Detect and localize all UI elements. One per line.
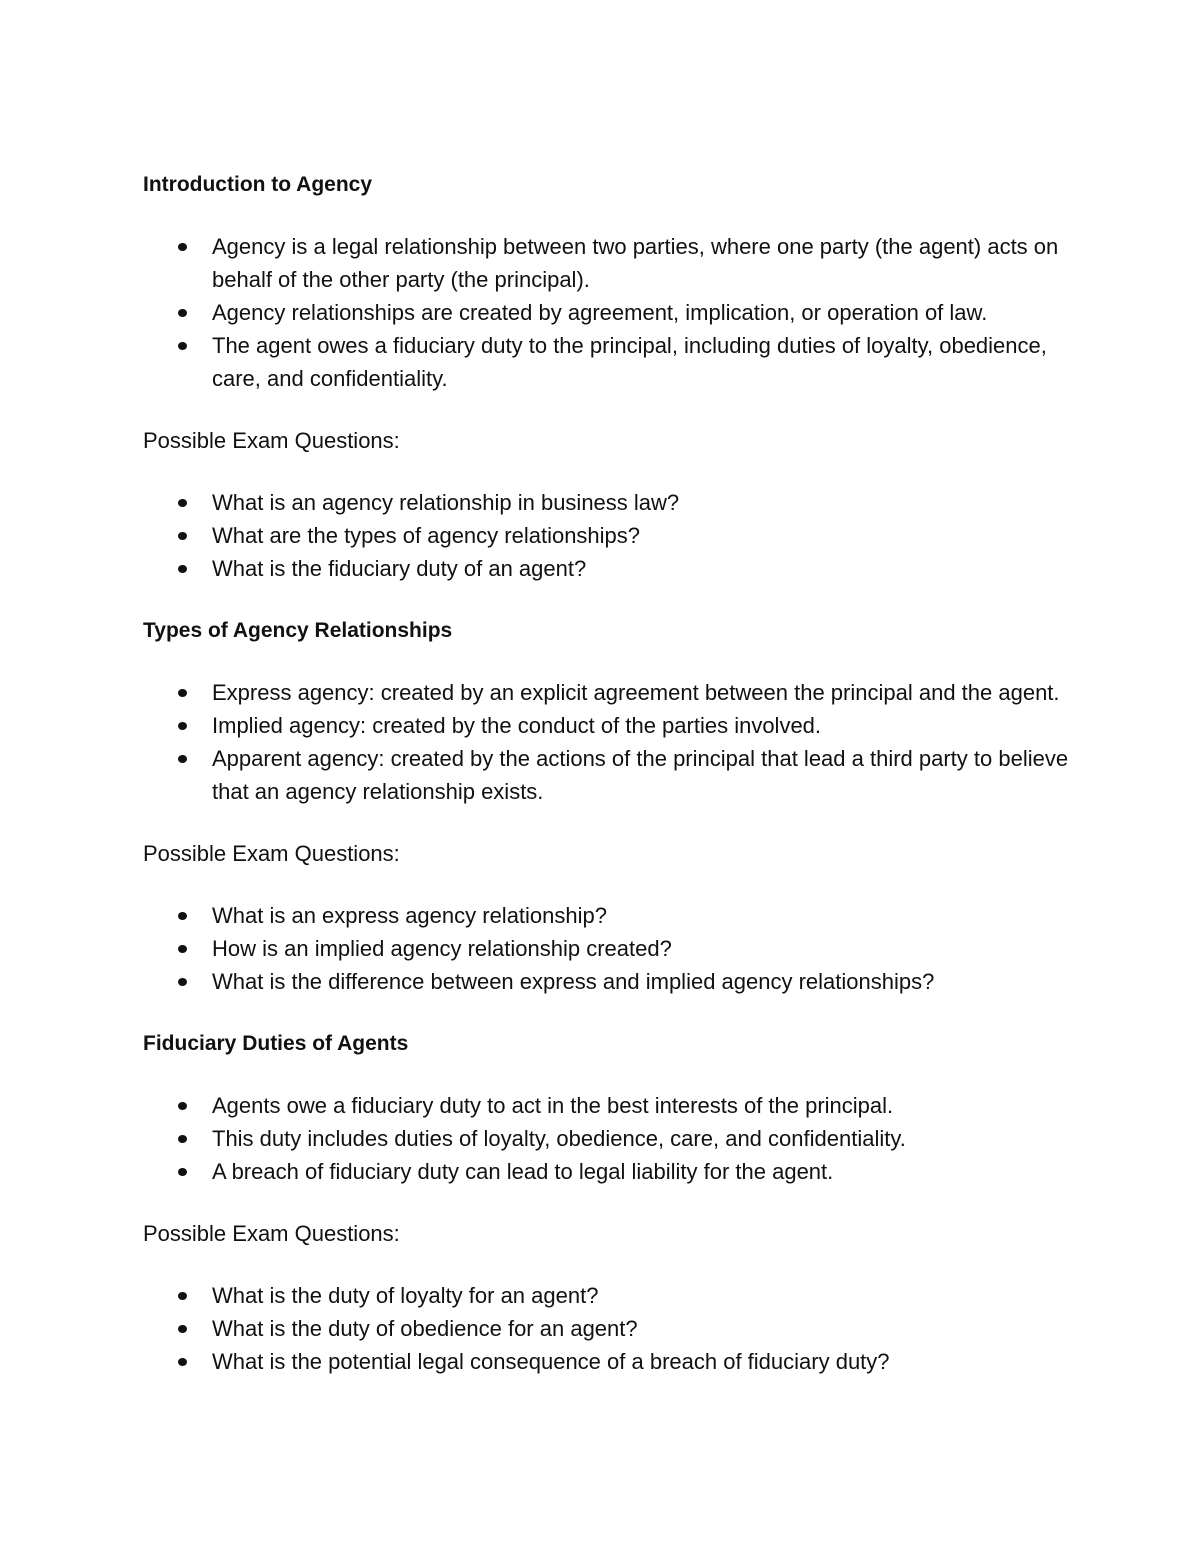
section-types-of-agency-relationships [143,614,1073,1027]
list-item: A breach of fiduciary duty can lead to legal liability for the agent. [143,1155,1073,1188]
list-item: What is the potential legal consequence of a breach of fiduciary duty? [143,1345,1073,1378]
bullet-icon [178,1102,187,1110]
list-item: What is the fiduciary duty of an agent? [143,552,1073,585]
list-item: Express agency: created by an explicit agreement between the principal and the agent. [143,676,1073,709]
bullet-icon [178,532,187,540]
bullet-icon [178,689,187,697]
key-points-list [143,1089,1073,1188]
list-item: What is the duty of obedience for an agent? [143,1312,1073,1345]
bullet-icon [178,945,187,953]
list-item: Apparent agency: created by the actions of the principal that lead a third party to believe that an agency relationship exists. [143,742,1073,808]
list-item: The agent owes a fiduciary duty to the principal, including duties of loyalty, obedience, care, and confidentiality. [143,329,1073,395]
bullet-icon [178,1168,187,1176]
bullet-icon [178,243,187,251]
section-heading: Introduction to Agency [143,173,373,196]
exam-questions-label: Possible Exam Questions: [143,1221,400,1246]
bullet-icon [178,499,187,507]
exam-questions-label: Possible Exam Questions: [143,428,400,453]
list-item: What is an express agency relationship? [143,899,1073,932]
exam-questions-label: Possible Exam Questions: [143,841,400,866]
list-item: How is an implied agency relationship created? [143,932,1073,965]
bullet-icon [178,722,187,730]
bullet-icon [178,755,187,763]
document-page [143,168,1073,1378]
bullet-icon [178,565,187,573]
section-heading: Fiduciary Duties of Agents [143,1032,409,1055]
bullet-icon [178,912,187,920]
exam-questions-list [143,486,1073,585]
bullet-icon [178,978,187,986]
list-item: Implied agency: created by the conduct of the parties involved. [143,709,1073,742]
bullet-icon [178,1135,187,1143]
exam-questions-list [143,1279,1073,1378]
list-item: Agency is a legal relationship between two parties, where one party (the agent) acts on behalf of the other party (the principal). [143,230,1073,296]
bullet-icon [178,342,187,350]
bullet-icon [178,1325,187,1333]
list-item: Agents owe a fiduciary duty to act in the best interests of the principal. [143,1089,1073,1122]
list-item: What is the difference between express and implied agency relationships? [143,965,1073,998]
key-points-list [143,676,1073,808]
section-fiduciary-duties-of-agents [143,1027,1073,1378]
list-item: Agency relationships are created by agreement, implication, or operation of law. [143,296,1073,329]
list-item: What is an agency relationship in business law? [143,486,1073,519]
list-item: What are the types of agency relationships? [143,519,1073,552]
bullet-icon [178,1358,187,1366]
list-item: What is the duty of loyalty for an agent? [143,1279,1073,1312]
bullet-icon [178,309,187,317]
exam-questions-list [143,899,1073,998]
section-heading: Types of Agency Relationships [143,619,453,642]
section-introduction-to-agency [143,168,1073,614]
bullet-icon [178,1292,187,1300]
list-item: This duty includes duties of loyalty, obedience, care, and confidentiality. [143,1122,1073,1155]
key-points-list [143,230,1073,395]
